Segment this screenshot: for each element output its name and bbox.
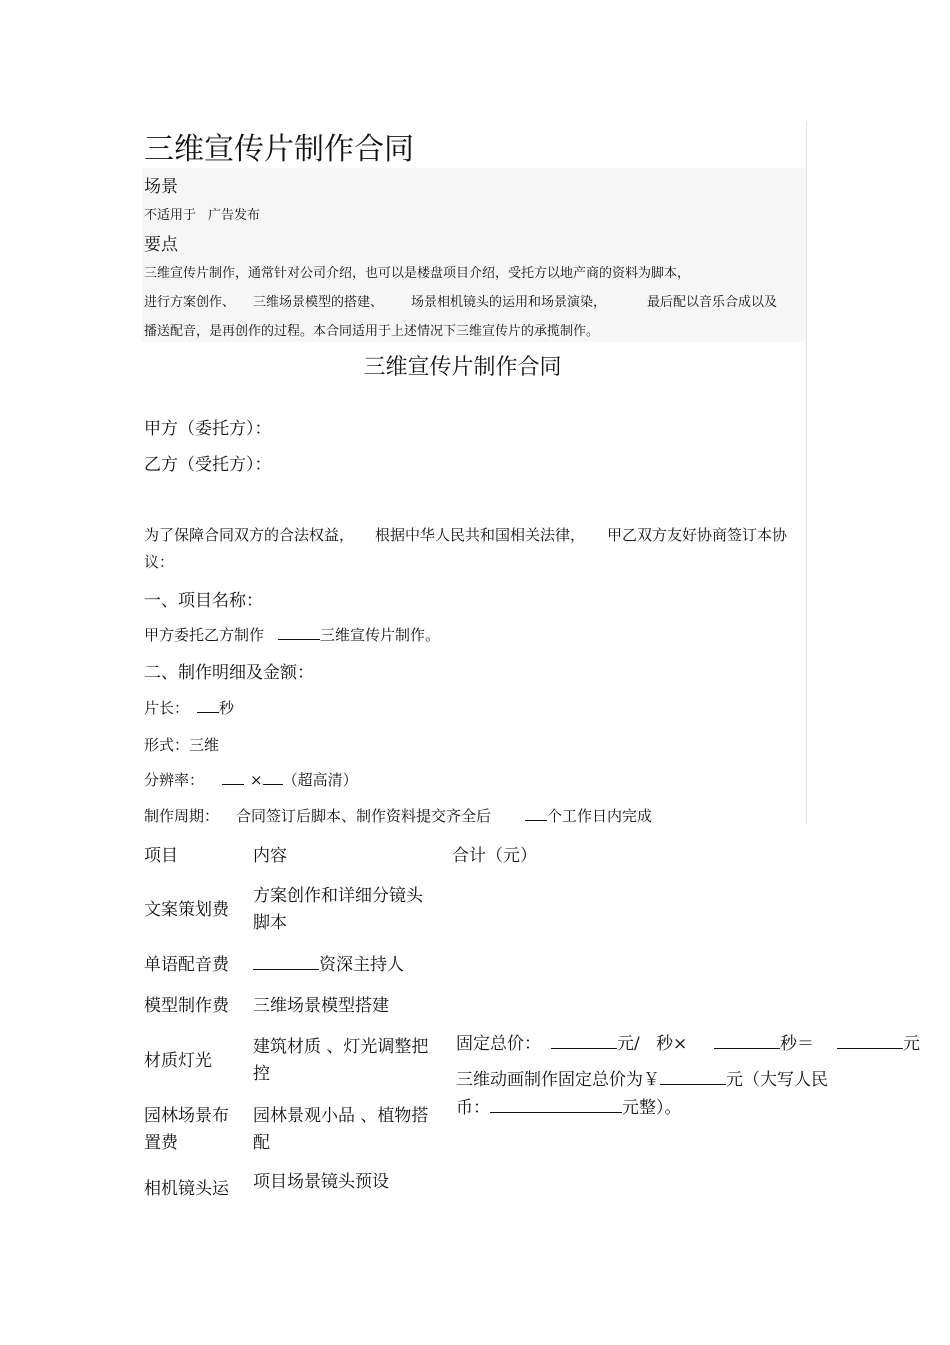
row-content: 脚本 — [253, 913, 287, 933]
row-content: 方案创作和详细分镜头 — [253, 886, 423, 906]
preamble-line-2: 议： — [144, 553, 175, 571]
row-item: 相机镜头运 — [144, 1179, 229, 1199]
row-content: 控 — [253, 1064, 270, 1084]
party-a-label: 甲方（委托方）： — [144, 419, 272, 439]
section-2-heading: 二、制作明细及金额： — [144, 663, 314, 683]
row-content: 资深主持人 — [253, 951, 404, 979]
table-header-item: 项目 — [144, 846, 178, 866]
row-item: 园林场景布 — [144, 1106, 229, 1126]
row-content: 园林景观小品 、植物搭 — [253, 1106, 429, 1126]
row-content: 配 — [253, 1133, 270, 1153]
period-line: 制作周期： 合同签订后脚本、制作资料提交齐全后 个工作日内完成 — [144, 807, 653, 825]
section-1-heading: 一、项目名称： — [144, 591, 263, 611]
party-b-label: 乙方（受托方）： — [144, 455, 272, 475]
row-item: 材质灯光 — [144, 1051, 212, 1071]
points-line-1: 三维宣传片制作，通常针对公司介绍，也可以是楼盘项目介绍，受托方以地产商的资料为脚本， — [144, 266, 691, 281]
summary-box — [142, 168, 806, 342]
row-content: 项目场景镜头预设 — [253, 1172, 389, 1192]
fixed-price-capital-line: 币： 元整）。 — [456, 1094, 682, 1122]
fixed-price-total-line: 三维动画制作固定总价为￥ 元（大写人民 — [456, 1066, 828, 1094]
scene-heading: 场景 — [144, 177, 178, 197]
row-item: 单语配音费 — [144, 955, 229, 975]
length-line: 片长： 秒 — [144, 699, 235, 717]
resolution-line: 分辨率： × （超高清） — [144, 771, 358, 789]
fixed-price-line: 固定总价： 元/ 秒× 秒＝ 元 — [456, 1030, 926, 1058]
row-content: 三维场景模型搭建 — [253, 996, 389, 1016]
row-item: 模型制作费 — [144, 996, 229, 1016]
table-header-total: 合计（元） — [452, 846, 537, 866]
table-header-content: 内容 — [253, 846, 287, 866]
contract-title: 三维宣传片制作合同 — [363, 355, 562, 380]
points-line-3: 播送配音，是再创作的过程。本合同适用于上述情况下三维宣传片的承揽制作。 — [144, 324, 600, 339]
points-line-2: 进行方案创作、 三维场景模型的搭建、 场景相机镜头的运用和场景演染， 最后配以音乐合成以及 — [144, 295, 778, 310]
form-line: 形式：三维 — [144, 736, 220, 754]
page-title: 三维宣传片制作合同 — [144, 132, 414, 167]
preamble-line-1: 为了保障合同双方的合法权益， 根据中华人民共和国相关法律， 甲乙双方友好协商签订本协 — [144, 526, 788, 544]
row-content: 建筑材质 、灯光调整把 — [253, 1037, 429, 1057]
scene-text: 不适用于 广告发布 — [144, 208, 261, 223]
row-item: 文案策划费 — [144, 900, 229, 920]
section-1-text: 甲方委托乙方制作 三维宣传片制作。 — [144, 626, 441, 644]
row-item: 置费 — [144, 1133, 178, 1153]
points-heading: 要点 — [144, 235, 178, 255]
